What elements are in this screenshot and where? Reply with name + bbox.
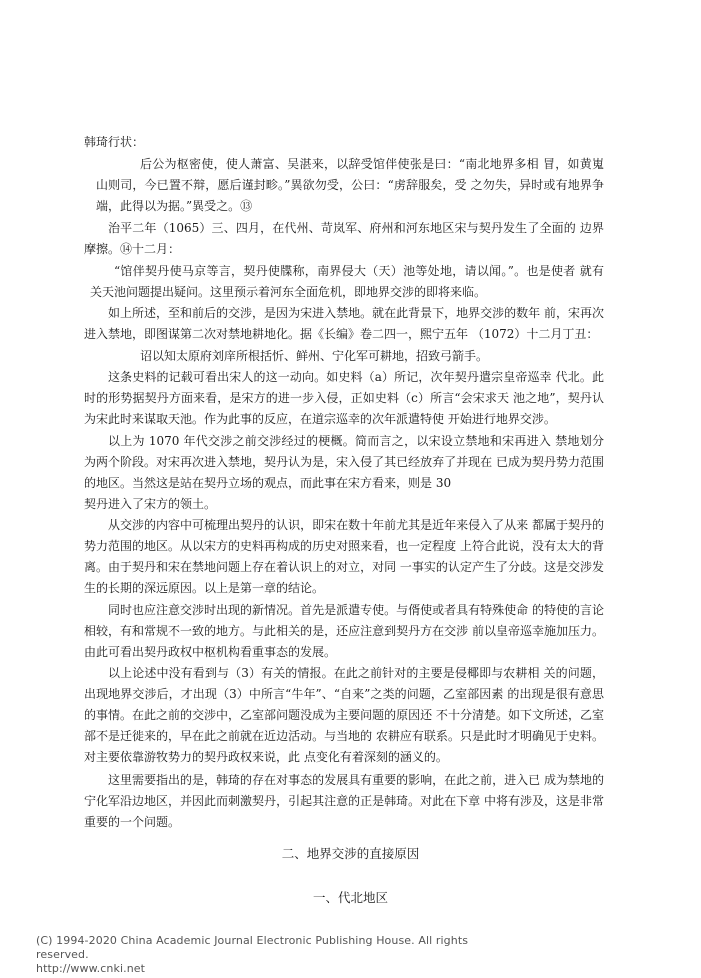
paragraph-1070s-summary-cont: 契丹进入了宋方的领土。: [84, 497, 217, 511]
paragraph-new-situation: 同时也应注意交涉时出现的新情况。首先是派遣专使。与偦使或者具有特殊使命 的特使的言论相较，有和常规不一致的地方。与此相关的是，还应注意到契丹方在交涉 前以皇帝巡幸施加压力。由此可看出契丹政权中枢机构看重事态的发展。: [84, 603, 604, 659]
copyright-text: (C) 1994-2020 China Academic Journal Electronic Publishing House. All rights reserved.: [36, 934, 469, 961]
section-heading: 二、地界交涉的直接原因: [281, 846, 420, 861]
label-hanqi: 韩琦行状：: [84, 135, 145, 149]
paragraph-khitan-view: 从交涉的内容中可梳理出契丹的认识，即宋在数十年前尤其是近年来侵入了从来 都属于契丹的势力范围的地区。从以宋方的史料再构成的历史对照来看，也一定程度 上符合此说，没有太大的背离。由于契丹和宋在禁地问题上存在着认识上的对立，对同 一事实的认定产生了分歧。这是交涉发生的长期的深远原因。以上是第一章的结论。: [84, 518, 604, 595]
subsection-heading: 一、代北地区: [312, 890, 388, 905]
block-quote-tianchi: “馆伴契丹使马京等言，契丹使牒称，南界侵大（天）池等处地，请以闻。”。也是使者 就有关天池问题提出疑问。这里预示着河东全面危机，即地界交涉的即将来临。: [90, 264, 604, 299]
copyright-footer: [36, 934, 496, 976]
paragraph-yishi-tribe: 以上论述中没有看到与（3）有关的情报。在此之前针对的主要是侵椰即与农耕相 关的问题，出现地界交涉后，才出现（3）中所言“牛年”、“自来”之类的问题，乙室部因素 的出现是很有意思的事情。在此之前的交涉中，乙室部问题没成为主要问题的原因还 不十分清楚。如下文所述，乙室部不是迁徙来的，早在此之前就在近边活动。与当地的 农耕应有联系。只是此时才明确见于史料。对主要依靠游牧势力的契丹政权来说，此 点变化有着深刻的涵义的。: [84, 666, 604, 764]
paragraph-zhihe: 如上所述，至和前后的交涉，是因为宋进入禁地。就在此背景下，地界交涉的数年 前，宋再次进入禁地，即图谋第二次对禁地耕地化。据《长编》卷二四一，熙宁五年 （1072）十二月丁丑：: [84, 306, 604, 341]
paragraph-1070s-summary: 以上为 1070 年代交涉之前交涉经过的梗概。简而言之，以宋设立禁地和宋再进入 禁地划分为两个阶段。对宋再次进入禁地，契丹认为是，宋入侵了其已经放弃了并现在 已成为契丹势力范围的地区。当然这是站在契丹立场的观点，而此事在宋方看来，则是 30: [84, 434, 604, 490]
paragraph-zhiping: 治平二年（1065）三、四月，在代州、苛岚军、府州和河东地区宋与契丹发生了全面的 边界摩擦。⑭十二月：: [84, 221, 604, 256]
block-quote-edict: 诏以知太原府刘庠所根括忻、鲜州、宁化军可耕地，招致弓箭手。: [140, 349, 489, 363]
paragraph-historical-record: 这条史料的记载可看出宋人的这一动向。如史料（a）所记，次年契丹遣宗皇帝巡幸 代北。此时的形势据契丹方面来看，是宋方的进一步入侵，正如史料（c）所言“会宋求天 池之地”，契丹认为宋此时来谋取天池。作为此事的反应，在道宗巡幸的次年派遣特使 开始进行地界交涉。: [84, 370, 604, 426]
block-quote-hanqi: 后公为枢密使，使人萧富、吴湛来，以辞受馆伴使张是曰：“南北地界多相 冒，如黄嵬山则司，今已置不辩，愿后谨封畛。”異欲勿受，公曰：“虏辞服矣，受 之勿失，异时或有地界争端，此得以为据。”異受之。⑬: [96, 157, 604, 213]
source-url: http://www.cnki.net: [36, 962, 146, 975]
paragraph-hanqi-role: 这里需要指出的是，韩琦的存在对事态的发展具有重要的影响，在此之前，进入已 成为禁地的宁化军沿边地区，并因此而刺激契丹，引起其注意的正是韩琦。对此在下章 中将有涉及，这是非常重要的一个问题。: [84, 773, 604, 829]
